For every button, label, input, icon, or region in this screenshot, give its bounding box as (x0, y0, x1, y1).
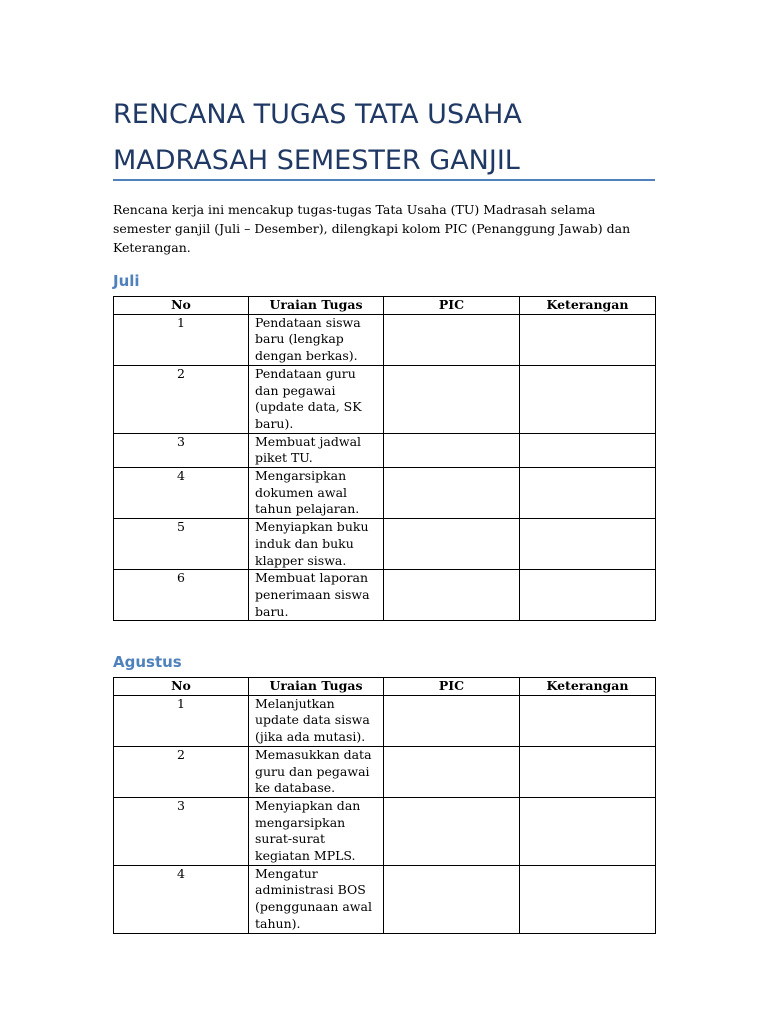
task-description: Pendataan guru dan pegawai (update data, SK baru). (249, 365, 384, 433)
table-row (114, 797, 656, 865)
column-header-uraian-tugas: Uraian Tugas (249, 297, 384, 315)
row-number: 6 (114, 570, 249, 621)
table-row (114, 314, 656, 365)
keterangan-cell[interactable] (520, 797, 656, 865)
title-line-1: RENCANA TUGAS TATA USAHA (113, 99, 522, 130)
pic-cell[interactable] (384, 695, 520, 746)
table-row (114, 433, 656, 467)
keterangan-cell[interactable] (520, 314, 656, 365)
task-description: Membuat jadwal piket TU. (249, 433, 384, 467)
keterangan-cell[interactable] (520, 468, 656, 519)
row-number: 3 (114, 433, 249, 467)
pic-cell[interactable] (384, 797, 520, 865)
pic-cell[interactable] (384, 865, 520, 933)
task-description: Menyiapkan buku induk dan buku klapper siswa. (249, 519, 384, 570)
keterangan-cell[interactable] (520, 519, 656, 570)
column-header-no: No (114, 297, 249, 315)
pic-cell[interactable] (384, 314, 520, 365)
row-number: 1 (114, 314, 249, 365)
pic-cell[interactable] (384, 570, 520, 621)
table-row (114, 365, 656, 433)
task-table-juli (113, 296, 656, 621)
intro-paragraph: Rencana kerja ini mencakup tugas-tugas Tata Usaha (TU) Madrasah selama semester ganjil (Juli – Desember), dilengkapi kolom PIC (Penanggung Jawab) dan Keterangan. (113, 202, 631, 255)
title-line-2: MADRASAH SEMESTER GANJIL (113, 145, 520, 176)
row-number: 4 (114, 865, 249, 933)
section-heading-juli: Juli (113, 272, 140, 290)
task-description: Mengarsipkan dokumen awal tahun pelajaran. (249, 468, 384, 519)
task-description: Mengatur administrasi BOS (penggunaan awal tahun). (249, 865, 384, 933)
pic-cell[interactable] (384, 433, 520, 467)
task-description: Melanjutkan update data siswa (jika ada mutasi). (249, 695, 384, 746)
keterangan-cell[interactable] (520, 746, 656, 797)
keterangan-cell[interactable] (520, 865, 656, 933)
column-header-pic: PIC (384, 297, 520, 315)
pic-cell[interactable] (384, 468, 520, 519)
row-number: 4 (114, 468, 249, 519)
row-number: 3 (114, 797, 249, 865)
section-heading-agustus: Agustus (113, 653, 182, 671)
keterangan-cell[interactable] (520, 433, 656, 467)
row-number: 2 (114, 365, 249, 433)
task-description: Memasukkan data guru dan pegawai ke database. (249, 746, 384, 797)
row-number: 2 (114, 746, 249, 797)
keterangan-cell[interactable] (520, 695, 656, 746)
column-header-pic: PIC (384, 678, 520, 696)
task-description: Menyiapkan dan mengarsipkan surat-surat kegiatan MPLS. (249, 797, 384, 865)
keterangan-cell[interactable] (520, 570, 656, 621)
document-title (113, 92, 655, 184)
column-header-uraian-tugas: Uraian Tugas (249, 678, 384, 696)
title-underline (113, 179, 655, 181)
task-description: Membuat laporan penerimaan siswa baru. (249, 570, 384, 621)
table-row (114, 570, 656, 621)
table-row (114, 468, 656, 519)
task-description: Pendataan siswa baru (lengkap dengan berkas). (249, 314, 384, 365)
table-row (114, 865, 656, 933)
table-row (114, 746, 656, 797)
column-header-keterangan: Keterangan (520, 678, 656, 696)
pic-cell[interactable] (384, 746, 520, 797)
pic-cell[interactable] (384, 365, 520, 433)
table-row (114, 695, 656, 746)
row-number: 5 (114, 519, 249, 570)
table-row (114, 519, 656, 570)
table-header-row (114, 297, 656, 315)
column-header-keterangan: Keterangan (520, 297, 656, 315)
pic-cell[interactable] (384, 519, 520, 570)
task-table-agustus (113, 677, 656, 934)
column-header-no: No (114, 678, 249, 696)
table-header-row (114, 678, 656, 696)
row-number: 1 (114, 695, 249, 746)
keterangan-cell[interactable] (520, 365, 656, 433)
